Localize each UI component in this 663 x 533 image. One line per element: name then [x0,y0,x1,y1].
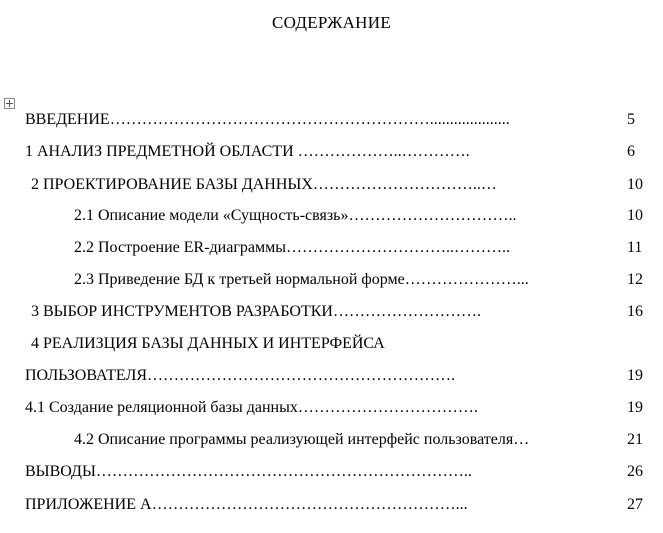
toc-page-number: 5 [627,111,635,128]
toc-page-number: 6 [627,143,635,160]
toc-page-number: 27 [627,496,643,513]
toc-entry-section-1[interactable]: 1 АНАЛИЗ ПРЕДМЕТНОЙ ОБЛАСТИ ………………..…………. [25,143,470,160]
toc-entry-appendix-a[interactable]: ПРИЛОЖЕНИЕ А…………………………………………………... [25,496,468,513]
toc-entry-section-4-1[interactable]: 4.1 Создание реляционной базы данных……………………………. [25,399,478,416]
toc-page-number: 11 [627,239,643,256]
toc-entry-section-4-2[interactable]: 4.2 Описание программы реализующей интерфейс пользователя… [74,431,530,448]
toc-page-number: 21 [627,431,643,448]
toc-page-number: 12 [627,271,643,288]
toc-page-number: 26 [627,463,643,480]
page-title: СОДЕРЖАНИЕ [271,13,392,32]
toc-page-number: 19 [627,399,643,416]
toc-entry-section-4[interactable]: 4 РЕАЛИЗЦИЯ БАЗЫ ДАННЫХ И ИНТЕРФЕЙСА [31,335,385,352]
toc-entry-section-2[interactable]: 2 ПРОЕКТИРОВАНИЕ БАЗЫ ДАННЫХ…………………………..… [31,176,497,193]
toc-entry-introduction[interactable]: ВВЕДЕНИЕ…………………………………………………….................... [25,111,510,128]
toc-page-number: 10 [627,176,643,193]
toc-page-number: 10 [627,207,643,224]
toc-entry-section-4-continued[interactable]: ПОЛЬЗОВАТЕЛЯ…………………………………………………. [25,367,455,384]
table-move-handle-icon[interactable] [4,98,15,109]
toc-page-number: 19 [627,367,643,384]
toc-page-number: 16 [627,303,643,320]
toc-entry-section-2-1[interactable]: 2.1 Описание модели «Сущность-связь»………………………….. [74,207,517,224]
toc-entry-conclusions[interactable]: ВЫВОДЫ…………………………………………………………….. [25,463,472,480]
toc-entry-section-2-2[interactable]: 2.2 Построение ER-диаграммы…………………………..……….. [74,239,511,256]
toc-entry-section-2-3[interactable]: 2.3 Приведение БД к третьей нормальной форме…………………... [74,271,529,288]
toc-entry-section-3[interactable]: 3 ВЫБОР ИНСТРУМЕНТОВ РАЗРАБОТКИ………………………. [31,303,481,320]
